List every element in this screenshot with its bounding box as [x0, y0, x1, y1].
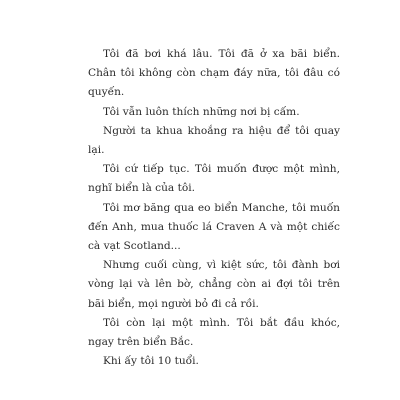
paragraph-7: Tôi còn lại một mình. Tôi bắt đầu khóc, ngay trên biển Bắc.	[88, 316, 340, 349]
page-text	[88, 45, 340, 371]
paragraph-1: Tôi đã bơi khá lâu. Tôi đã ở xa bãi biển. Chân tôi không còn chạm đáy nữa, tôi đâu có quyến.	[88, 48, 340, 99]
paragraph-2: Tôi vẫn luôn thích những nơi bị cấm.	[103, 105, 300, 118]
paragraph-8: Khi ấy tôi 10 tuổi.	[103, 355, 199, 368]
paragraph-5: Tôi mơ băng qua eo biển Manche, tôi muốn đến Anh, mua thuốc lá Craven A và một chiếc cà vạt Scotland...	[88, 201, 340, 253]
paragraph-4: Tôi cứ tiếp tục. Tôi muốn được một mình, nghĩ biển là của tôi.	[88, 163, 340, 195]
paragraph-3: Người ta khua khoắng ra hiệu để tôi quay lại.	[88, 124, 340, 157]
paragraph-6: Nhưng cuối cùng, vì kiệt sức, tôi đành bơi vòng lại và lên bờ, chẳng còn ai đợi tôi trên bãi biển, mọi người bỏ đi cả rồi.	[88, 259, 340, 310]
